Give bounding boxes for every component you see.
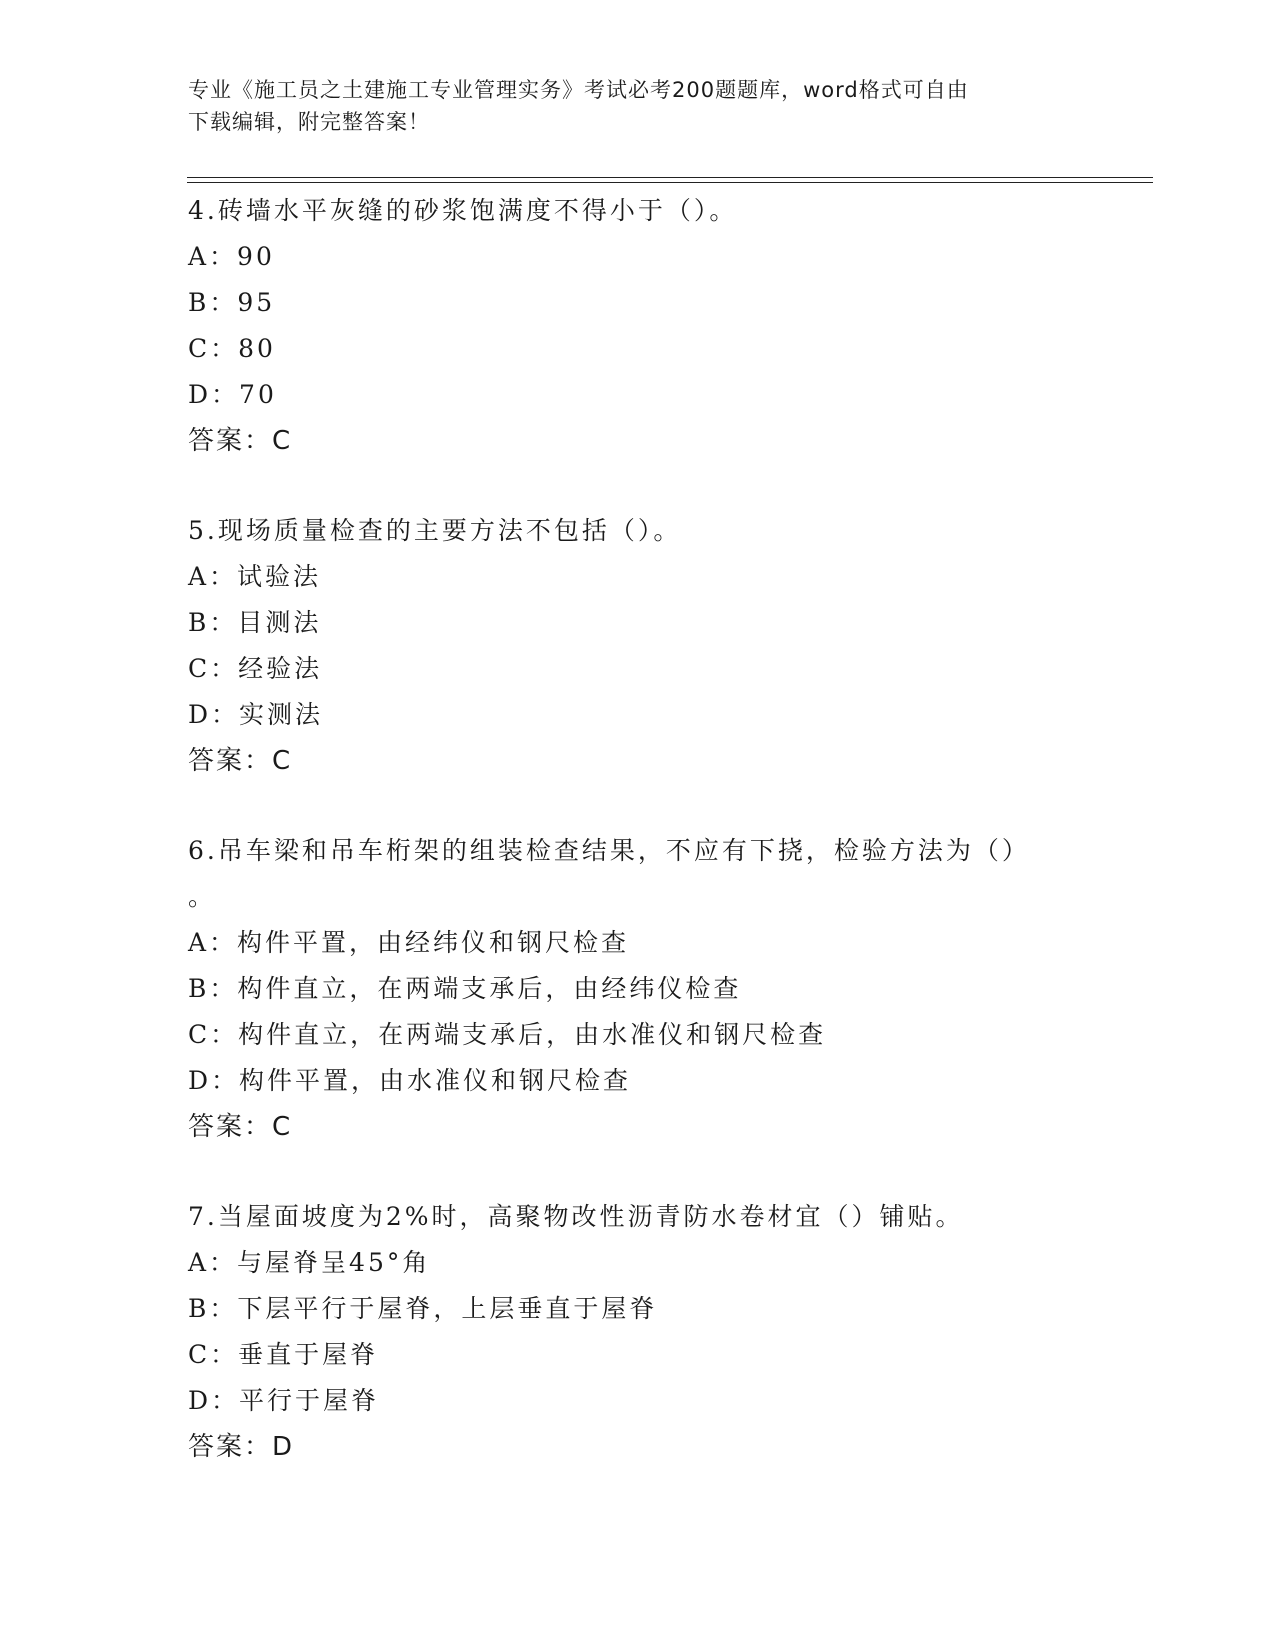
option-c: C：构件直立，在两端支承后，由水准仪和钢尺检查: [188, 1020, 827, 1049]
option-b: B：95: [188, 288, 276, 317]
answer: 答案：C: [188, 746, 293, 776]
option-b: B：构件直立，在两端支承后，由经纬仪检查: [188, 974, 742, 1003]
document-header: [188, 74, 1088, 138]
question-4: [188, 188, 1068, 464]
header-divider-bottom: [187, 182, 1153, 183]
question-6: [188, 828, 1068, 1150]
option-d: D：70: [188, 380, 277, 409]
question-stem-continuation: 。: [188, 882, 217, 911]
option-a: A：90: [188, 242, 275, 271]
question-stem: 6.吊车梁和吊车桁架的组装检查结果，不应有下挠，检验方法为（）: [188, 836, 1030, 865]
option-d: D：实测法: [188, 700, 324, 729]
answer: 答案：C: [188, 1112, 293, 1142]
option-c: C：经验法: [188, 654, 323, 683]
option-a: A：与屋脊呈45°角: [188, 1248, 431, 1277]
option-d: D：平行于屋脊: [188, 1386, 380, 1415]
header-line-2: 下载编辑，附完整答案！: [188, 110, 430, 134]
answer: 答案：D: [188, 1432, 295, 1462]
option-b: B：目测法: [188, 608, 322, 637]
question-stem: 7.当屋面坡度为2%时，高聚物改性沥青防水卷材宜（）铺贴。: [188, 1202, 964, 1231]
answer: 答案：C: [188, 426, 293, 456]
option-d: D：构件平置，由水准仪和钢尺检查: [188, 1066, 632, 1095]
option-c: C：80: [188, 334, 276, 363]
header-line-1: 专业《施工员之土建施工专业管理实务》考试必考200题题库，word格式可自由: [188, 78, 969, 102]
question-stem: 4.砖墙水平灰缝的砂浆饱满度不得小于（）。: [188, 196, 738, 225]
question-7: [188, 1194, 1068, 1470]
option-c: C：垂直于屋脊: [188, 1340, 379, 1369]
question-stem: 5.现场质量检查的主要方法不包括（）。: [188, 516, 682, 545]
header-divider-top: [187, 177, 1153, 178]
question-5: [188, 508, 1068, 784]
option-b: B：下层平行于屋脊，上层垂直于屋脊: [188, 1294, 658, 1323]
option-a: A：试验法: [188, 562, 322, 591]
option-a: A：构件平置，由经纬仪和钢尺检查: [188, 928, 630, 957]
